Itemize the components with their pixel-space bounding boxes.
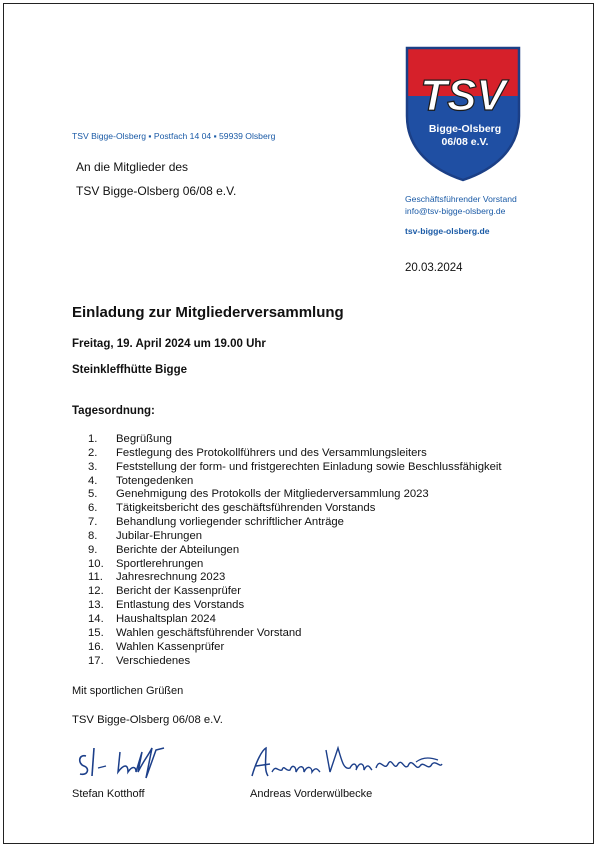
logo-tsv-text: TSV (420, 71, 506, 120)
agenda-item-text: Behandlung vorliegender schriftlicher Anträge (116, 516, 344, 529)
agenda-item (88, 516, 502, 530)
agenda-item-text: Feststellung der form- und fristgerechten Einladung sowie Beschlussfähigkeit (116, 460, 502, 473)
agenda-item-number: 14. (88, 612, 104, 625)
agenda-item-text: Wahlen geschäftsführender Vorstand (116, 626, 302, 639)
agenda-item-text: Festlegung des Protokollführers und des Versammlungsleiters (116, 446, 427, 459)
agenda-item-number: 9. (88, 543, 98, 556)
club-signoff: TSV Bigge-Olsberg 06/08 e.V. (72, 714, 223, 726)
agenda-item-number: 15. (88, 626, 104, 639)
agenda-list (88, 433, 502, 668)
agenda-item-text: Berichte der Abteilungen (116, 543, 240, 556)
logo-club-year: 06/08 e.V. (441, 136, 489, 148)
agenda-item-number: 4. (88, 474, 98, 487)
agenda-item (88, 502, 502, 516)
agenda-item (88, 447, 502, 461)
agenda-item-text: Bericht der Kassenprüfer (116, 585, 241, 598)
agenda-item-number: 8. (88, 529, 98, 542)
agenda-item (88, 613, 502, 627)
signature-stefan-kotthoff (72, 742, 212, 790)
agenda-heading: Tagesordnung: (72, 405, 155, 417)
contact-role: Geschäftsführender Vorstand (405, 194, 517, 204)
agenda-item-number: 5. (88, 488, 98, 501)
agenda-item-text: Entlastung des Vorstands (116, 599, 245, 612)
meeting-location: Steinkleffhütte Bigge (72, 364, 188, 376)
letter-title: Einladung zur Mitgliederversammlung (72, 304, 344, 321)
agenda-item (88, 530, 502, 544)
agenda-item (88, 655, 502, 669)
agenda-item-number: 6. (88, 502, 98, 515)
agenda-item (88, 488, 502, 502)
club-logo (405, 46, 521, 182)
agenda-item (88, 433, 502, 447)
agenda-item-text: Sportlerehrungen (116, 557, 204, 570)
agenda-item-text: Tätigkeitsbericht des geschäftsführenden Vorstands (116, 502, 376, 515)
agenda-item-text: Wahlen Kassenprüfer (116, 640, 225, 653)
contact-email[interactable]: info@tsv-bigge-olsberg.de (405, 206, 506, 216)
agenda-item-number: 17. (88, 654, 104, 667)
sender-address-line: TSV Bigge-Olsberg ▪ Postfach 14 04 ▪ 59939 Olsberg (72, 131, 276, 141)
signer-name-1: Stefan Kotthoff (72, 788, 145, 800)
closing-greeting: Mit sportlichen Grüßen (72, 685, 184, 697)
agenda-item-number: 13. (88, 599, 104, 612)
agenda-item-number: 16. (88, 640, 104, 653)
signature-andreas-vorderwuelbecke (246, 742, 446, 790)
agenda-item (88, 571, 502, 585)
recipient-line-2: TSV Bigge-Olsberg 06/08 e.V. (76, 184, 237, 198)
agenda-item (88, 585, 502, 599)
contact-website[interactable]: tsv-bigge-olsberg.de (405, 226, 490, 236)
agenda-item-number: 11. (88, 571, 103, 584)
agenda-item (88, 627, 502, 641)
signer-name-2: Andreas Vorderwülbecke (250, 788, 373, 800)
agenda-item-number: 1. (88, 433, 98, 445)
agenda-item-number: 10. (88, 557, 104, 570)
agenda-item-number: 2. (88, 446, 98, 459)
agenda-item-text: Verschiedenes (116, 654, 191, 667)
agenda-item (88, 544, 502, 558)
agenda-item (88, 461, 502, 475)
agenda-item-number: 3. (88, 460, 98, 473)
agenda-item-text: Jubilar-Ehrungen (116, 529, 203, 542)
logo-club-name: Bigge-Olsberg (428, 123, 502, 135)
agenda-item-number: 12. (88, 585, 104, 598)
agenda-item-number: 7. (88, 516, 98, 529)
agenda-item-text: Totengedenken (116, 474, 194, 487)
meeting-datetime: Freitag, 19. April 2024 um 19.00 Uhr (72, 338, 266, 350)
agenda-item-text: Begrüßung (116, 433, 172, 445)
agenda-item (88, 475, 502, 489)
recipient-line-1: An die Mitglieder des (76, 160, 189, 174)
letter-date: 20.03.2024 (405, 262, 463, 274)
agenda-item-text: Genehmigung des Protokolls der Mitgliederversammlung 2023 (116, 488, 429, 501)
agenda-item-text: Haushaltsplan 2024 (116, 612, 216, 625)
agenda-item (88, 599, 502, 613)
agenda-item (88, 641, 502, 655)
agenda-item-text: Jahresrechnung 2023 (116, 571, 226, 584)
agenda-item (88, 558, 502, 572)
